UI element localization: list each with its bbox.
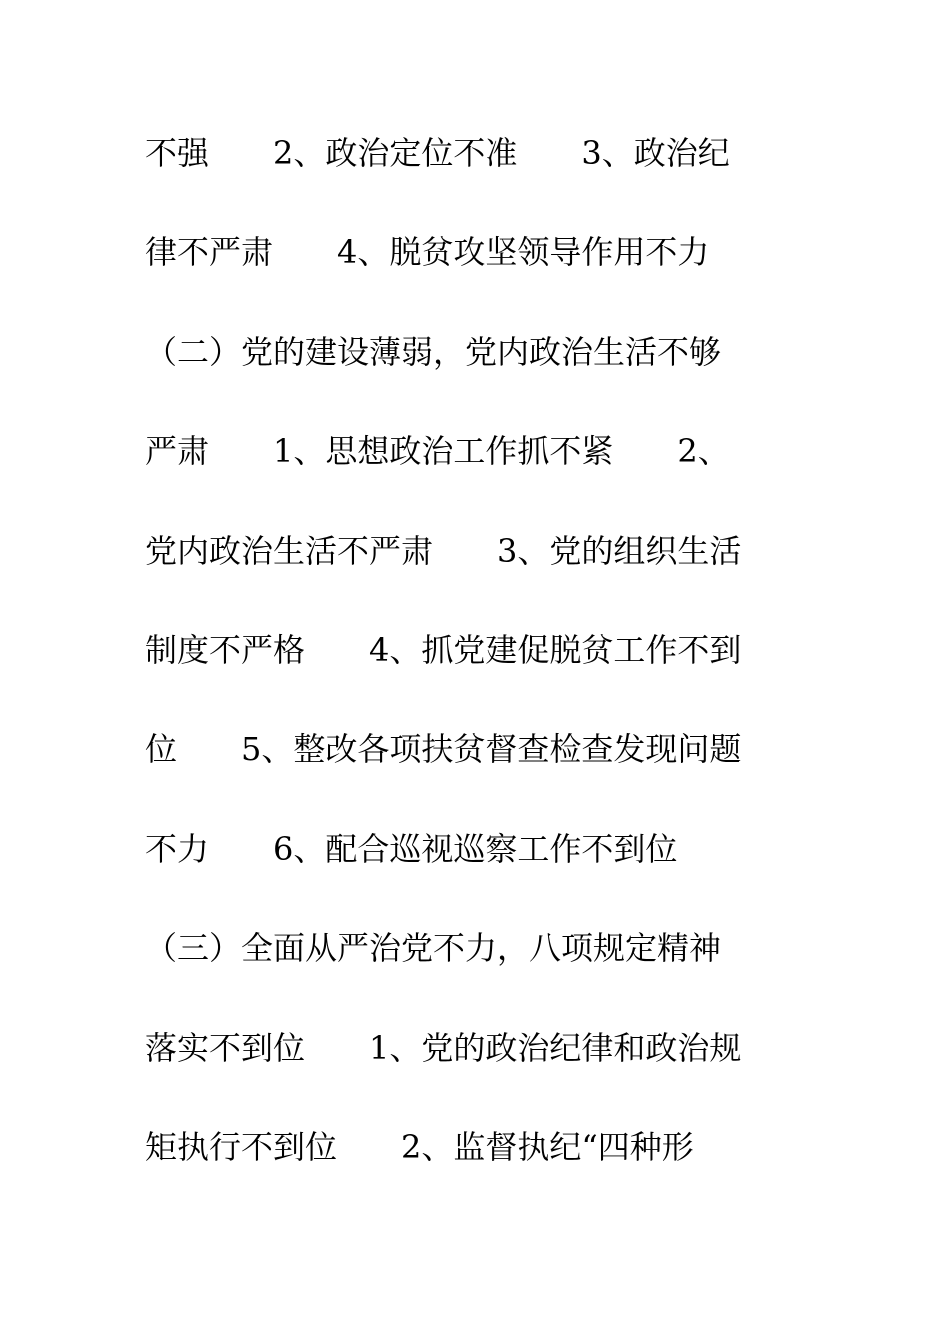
document-body [145,125,805,1218]
text-line: 不强 2、政治定位不准 3、政治纪 [145,134,730,172]
text-line: 严肃 1、思想政治工作抓不紧 2、 [145,432,730,471]
text-line: （二）党的建设薄弱，党内政治生活不够 [145,332,722,371]
text-line: （三）全面从严治党不力，八项规定精神 [145,929,722,968]
text-line: 党内政治生活不严肃 3、党的组织生活 [145,531,742,570]
text-line: 不力 6、配合巡视巡察工作不到位 [145,829,678,868]
text-line: 落实不到位 1、党的政治纪律和政治规 [145,1028,742,1067]
text-line: 矩执行不到位 2、监督执纪“四种形 [145,1127,694,1166]
text-line: 律不严肃 4、脱贫攻坚领导作用不力 [145,233,710,272]
text-line: 位 5、整改各项扶贫督查检查发现问题 [145,730,742,769]
text-line: 制度不严格 4、抓党建促脱贫工作不到 [145,630,742,669]
